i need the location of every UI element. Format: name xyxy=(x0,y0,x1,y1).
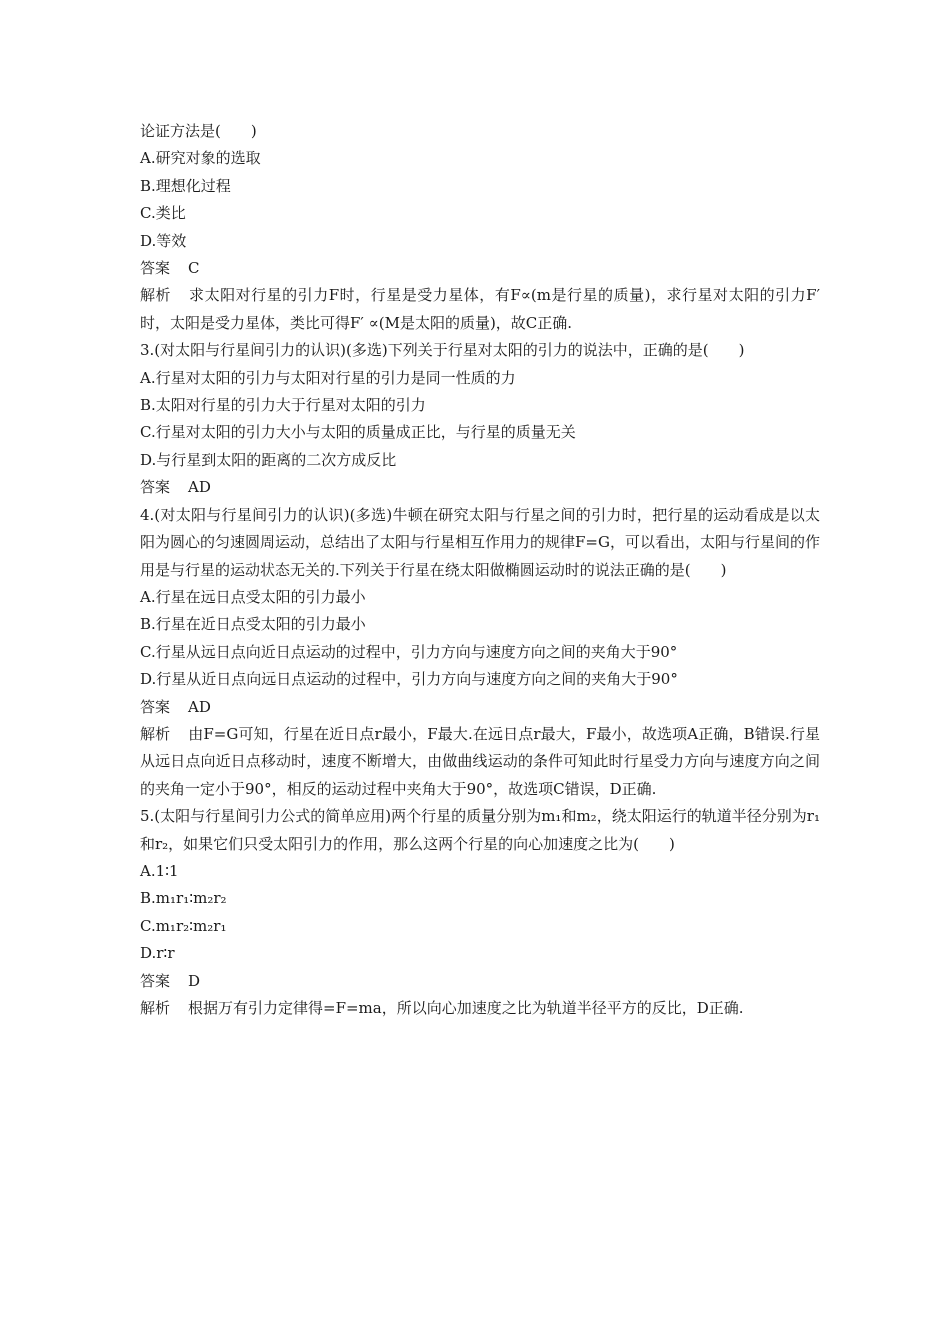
question-5-answer xyxy=(140,968,820,995)
answer-value: D xyxy=(188,971,201,990)
document-body xyxy=(140,118,820,1022)
question-5-option-c: C.m₁r₂∶m₂r₁ xyxy=(140,916,227,935)
question-5-stem: 5.(太阳与行星间引力公式的简单应用)两个行星的质量分别为m₁和m₂，绕太阳运行的轨道半径分别为r₁和r₂，如果它们只受太阳引力的作用，那么这两个行星的向心加速度之比为( ) xyxy=(140,807,820,853)
analysis-label: 解析 xyxy=(140,724,171,743)
question-4-stem: 4.(对太阳与行星间引力的认识)(多选)牛顿在研究太阳与行星之间的引力时，把行星的运动看成是以太阳为圆心的匀速圆周运动，总结出了太阳与行星相互作用力的规律F=G，可以看出，太阳与行星间的作用是与行星的运动状态无关的.下列关于行星在绕太阳做椭圆运动时的说法正确的是( ) xyxy=(140,505,820,579)
question-5-option-b: B.m₁r₁∶m₂r₂ xyxy=(140,889,227,908)
question-3-option-d: D.与行星到太阳的距离的二次方成反比 xyxy=(140,450,397,469)
question-2-answer xyxy=(140,255,820,282)
question-3-option-c: C.行星对太阳的引力大小与太阳的质量成正比，与行星的质量无关 xyxy=(140,423,576,442)
question-2-option-c: C.类比 xyxy=(140,204,186,223)
question-2-option-b: B.理想化过程 xyxy=(140,176,231,195)
question-2-analysis xyxy=(140,282,820,337)
question-3 xyxy=(140,337,820,501)
question-3-option-b: B.太阳对行星的引力大于行星对太阳的引力 xyxy=(140,396,426,415)
question-3-stem: 3.(对太阳与行星间引力的认识)(多选)下列关于行星对太阳的引力的说法中，正确的是( ) xyxy=(140,341,745,360)
question-3-option-a: A.行星对太阳的引力与太阳对行星的引力是同一性质的力 xyxy=(140,368,516,387)
analysis-label: 解析 xyxy=(140,286,172,305)
answer-label: 答案 xyxy=(140,259,171,278)
question-3-answer xyxy=(140,474,820,501)
question-5-analysis xyxy=(140,995,820,1022)
question-4-option-a: A.行星在远日点受太阳的引力最小 xyxy=(140,587,366,606)
answer-value: AD xyxy=(188,697,211,716)
question-2-option-d: D.等效 xyxy=(140,231,187,250)
question-2-stem: 论证方法是( ) xyxy=(140,122,257,140)
answer-label: 答案 xyxy=(140,697,171,716)
question-4-analysis xyxy=(140,721,820,803)
answer-label: 答案 xyxy=(140,971,171,990)
analysis-text: 根据万有引力定律得=F=ma，所以向心加速度之比为轨道半径平方的反比，D正确. xyxy=(188,999,744,1017)
question-4-answer xyxy=(140,694,820,721)
answer-value: C xyxy=(188,259,200,278)
question-2-option-a: A.研究对象的选取 xyxy=(140,149,261,168)
analysis-label: 解析 xyxy=(140,999,171,1017)
question-4-option-d: D.行星从近日点向远日点运动的过程中，引力方向与速度方向之间的夹角大于90° xyxy=(140,670,678,689)
answer-label: 答案 xyxy=(140,478,171,497)
question-2 xyxy=(140,118,820,337)
analysis-text: 由F=G可知，行星在近日点r最小，F最大.在远日点r最大，F最小，故选项A正确，B错误.行星从远日点向近日点移动时，速度不断增大，由做曲线运动的条件可知此时行星受力方向与速度方向之间的夹角一定小于90°，相反的运动过程中夹角大于90°，故选项C错误，D正确. xyxy=(140,724,820,798)
question-5-option-d: D.r∶r xyxy=(140,944,175,963)
question-5 xyxy=(140,803,820,1022)
question-5-option-a: A.1∶1 xyxy=(140,861,179,880)
analysis-text: 求太阳对行星的引力F时，行星是受力星体，有F∝(m是行星的质量)，求行星对太阳的引力F′ 时，太阳是受力星体，类比可得F′ ∝(M是太阳的质量)，故C正确. xyxy=(140,286,820,332)
question-4-option-b: B.行星在近日点受太阳的引力最小 xyxy=(140,615,366,634)
answer-value: AD xyxy=(188,478,211,497)
question-4 xyxy=(140,502,820,803)
question-4-option-c: C.行星从远日点向近日点运动的过程中，引力方向与速度方向之间的夹角大于90° xyxy=(140,642,678,661)
